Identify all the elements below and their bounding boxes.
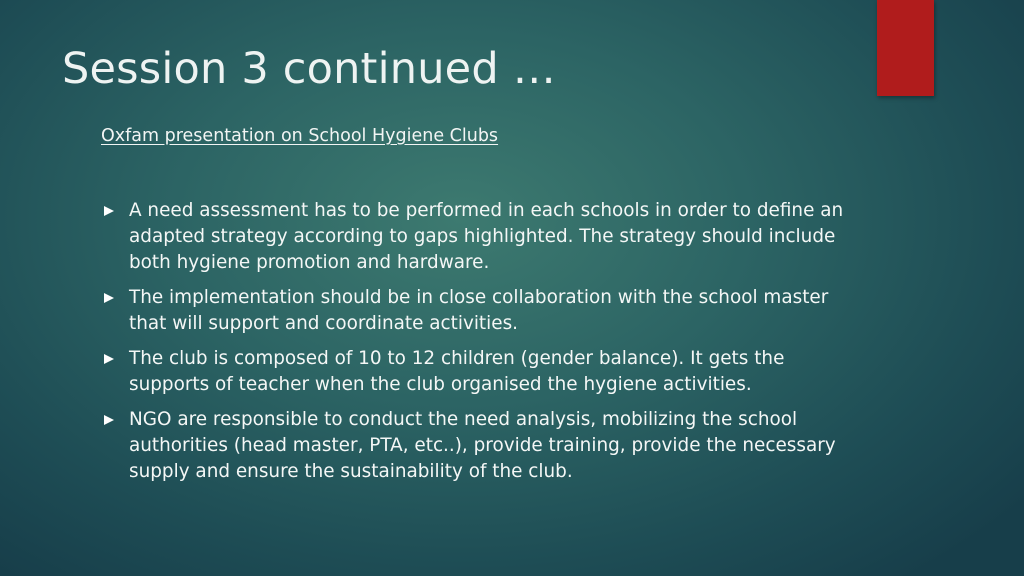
accent-bar [877,0,934,96]
bullet-item [100,198,860,276]
bullet-text: The club is composed of 10 to 12 children (gender balance). It gets the supports of teacher when the club organised the hygiene activities. [129,348,785,395]
bullet-item [100,346,860,398]
bullet-text: A need assessment has to be performed in each schools in order to define an adapted strategy according to gaps highlighted. The strategy should include both hygiene promotion and hardware. [129,200,844,273]
triangle-right-icon [104,415,114,425]
triangle-right-icon [104,206,114,216]
bullet-item [100,407,860,485]
bullet-text: NGO are responsible to conduct the need analysis, mobilizing the school authorities (head master, PTA, etc..), provide training, provide the necessary supply and ensure the sustainability of the club. [129,409,836,482]
triangle-right-icon [104,293,114,303]
bullet-list [100,198,860,494]
bullet-item [100,285,860,337]
slide-title: Session 3 continued … [62,44,556,94]
bullet-text: The implementation should be in close collaboration with the school master that will support and coordinate activities. [129,287,829,334]
slide-subtitle: Oxfam presentation on School Hygiene Clubs [101,126,499,146]
triangle-right-icon [104,354,114,364]
